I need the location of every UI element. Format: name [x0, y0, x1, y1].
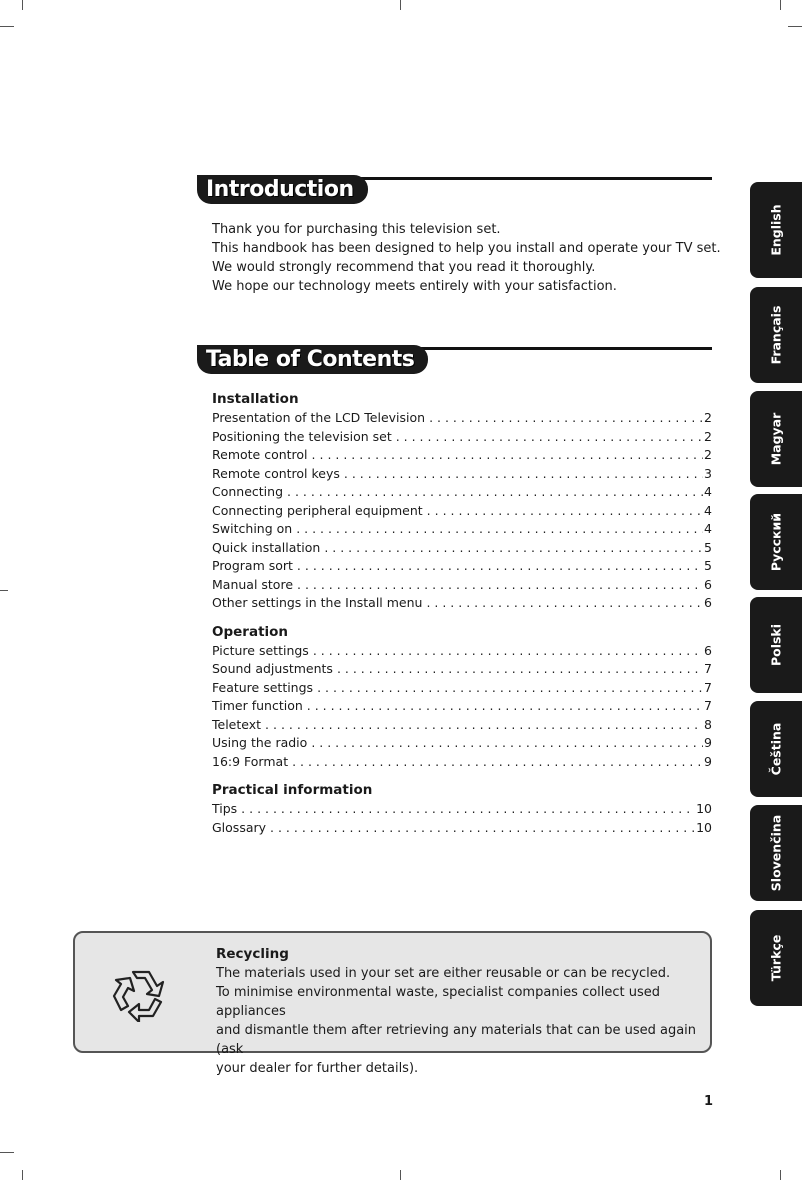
crop-mark: [0, 1152, 14, 1153]
language-tab-label: Türkçe: [768, 934, 784, 982]
recycling-line: To minimise environmental waste, specialist companies collect used appliances: [216, 985, 661, 1019]
crop-mark: [780, 1170, 781, 1180]
recycling-line: The materials used in your set are either reusable or can be recycled.: [216, 966, 671, 981]
toc-entry[interactable]: Manual store . . . 6: [212, 576, 712, 595]
introduction-text: [212, 220, 721, 296]
language-tab-magyar[interactable]: [750, 391, 802, 487]
toc-entry[interactable]: Other settings in the Install menu . . . 6: [212, 594, 712, 613]
language-tab-polski[interactable]: [750, 597, 802, 693]
recycling-content: [216, 945, 706, 1078]
language-tab-russian[interactable]: [750, 494, 802, 590]
toc-group-title: Installation: [212, 391, 299, 407]
language-tab-english[interactable]: [750, 182, 802, 278]
recycling-title: Recycling: [216, 946, 289, 962]
language-tab-label: Magyar: [768, 412, 784, 466]
toc-entry[interactable]: Presentation of the LCD Television . . . 2: [212, 409, 712, 428]
toc-entry[interactable]: Timer function . . . 7: [212, 697, 712, 716]
language-tab-cestina[interactable]: [750, 701, 802, 797]
crop-mark: [400, 0, 401, 10]
crop-mark: [22, 0, 23, 10]
recycling-line: and dismantle them after retrieving any materials that can be used again (ask: [216, 1023, 697, 1057]
intro-line: We hope our technology meets entirely with your satisfaction.: [212, 279, 617, 294]
toc-entry[interactable]: 16:9 Format . . . 9: [212, 753, 712, 772]
toc-entry[interactable]: Connecting . . . 4: [212, 483, 712, 502]
toc-entry[interactable]: Sound adjustments . . . 7: [212, 660, 712, 679]
toc-entry[interactable]: Program sort . . . 5: [212, 557, 712, 576]
language-tab-label: Русский: [768, 512, 784, 572]
recycling-line: your dealer for further details).: [216, 1061, 419, 1076]
toc-entry[interactable]: Feature settings . . . 7: [212, 679, 712, 698]
language-tab-label: Slovenčina: [768, 814, 784, 892]
toc-entry[interactable]: Positioning the television set . . . 2: [212, 428, 712, 447]
toc-group-title: Practical information: [212, 782, 373, 798]
language-tab-label: English: [768, 204, 784, 256]
recycle-icon: [111, 966, 171, 1022]
crop-mark: [22, 1170, 23, 1180]
toc-title: Table of Contents: [197, 345, 428, 374]
toc-group-title: Operation: [212, 623, 289, 640]
crop-mark: [788, 26, 802, 27]
toc-entry[interactable]: Picture settings . . . 6: [212, 642, 712, 661]
toc-entry[interactable]: Tips . . . 10: [212, 800, 712, 819]
language-tab-label: Polski: [768, 623, 784, 667]
toc-entry[interactable]: Using the radio . . . 9: [212, 734, 712, 753]
toc-entry[interactable]: Glossary . . . 10: [212, 819, 712, 838]
language-tab-label: Français: [768, 305, 784, 365]
toc-entry[interactable]: Quick installation . . . 5: [212, 539, 712, 558]
intro-line: This handbook has been designed to help you install and operate your TV set.: [212, 241, 721, 256]
page-number: 1: [704, 1094, 714, 1109]
toc-entry[interactable]: Remote control . . . 2: [212, 446, 712, 465]
crop-mark: [0, 590, 8, 591]
introduction-title: Introduction: [197, 175, 368, 204]
toc-entry[interactable]: Switching on . . . 4: [212, 520, 712, 539]
language-tab-francais[interactable]: [750, 287, 802, 383]
crop-mark: [780, 0, 781, 10]
toc-entry[interactable]: Connecting peripheral equipment . . . 4: [212, 502, 712, 521]
toc-header: [197, 345, 712, 375]
intro-line: We would strongly recommend that you read it thoroughly.: [212, 260, 596, 275]
crop-mark: [400, 1170, 401, 1180]
toc-entry[interactable]: Teletext . . . 8: [212, 716, 712, 735]
language-tab-slovencina[interactable]: [750, 805, 802, 901]
intro-line: Thank you for purchasing this television set.: [212, 222, 501, 237]
recycling-notice: [73, 931, 712, 1076]
language-tab-label: Čeština: [768, 722, 784, 776]
crop-mark: [0, 26, 14, 27]
language-tab-turkce[interactable]: [750, 910, 802, 1006]
table-of-contents: [212, 390, 712, 837]
toc-entry[interactable]: Remote control keys . . . 3: [212, 465, 712, 484]
introduction-header: [197, 175, 712, 205]
